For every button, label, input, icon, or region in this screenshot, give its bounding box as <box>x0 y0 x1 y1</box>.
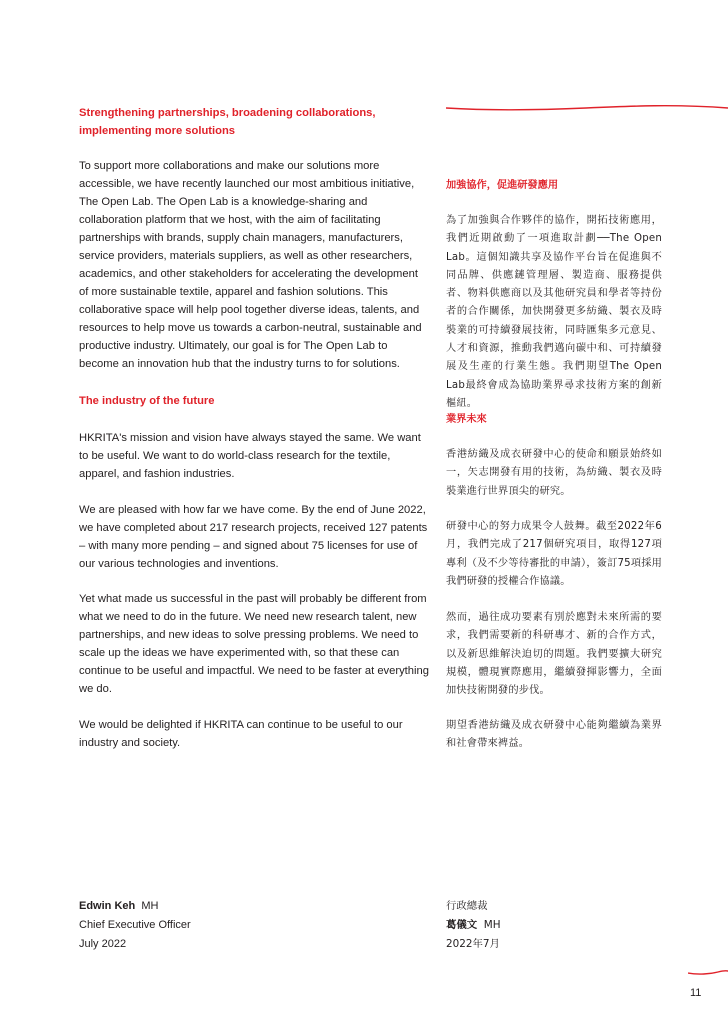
zh-open-lab-block <box>446 212 662 413</box>
en-heading-partnerships: Strengthening partnerships, broadening collaborations, implementing more solutions <box>79 107 376 137</box>
en-closing-block <box>79 716 429 752</box>
signature-date-en: July 2022 <box>79 938 127 950</box>
decorative-red-wave-bottom <box>688 963 728 979</box>
zh-future-needs-block <box>446 609 662 700</box>
en-paragraph-closing: We would be delighted if HKRITA can continue to be useful to our industry and society. <box>79 719 403 749</box>
en-paragraph-achievements: We are pleased with how far we have come. By the end of June 2022, we have completed about 217 research projects, received 127 patents – with many more pending – and signed about 75 licenses for use of our various technologies and inventions. <box>79 504 428 570</box>
zh-paragraph-achievements: 研發中心的努力成果令人鼓舞。截至2022年6月，我們完成了217個研究項目，取得127項專利（及不少等待審批的申請），簽訂75項採用我們研發的授權合作協議。 <box>446 521 663 587</box>
signatory-name-zh: 葛儀文 <box>446 919 478 931</box>
en-paragraph-open-lab: To support more collaborations and make our solutions more accessible, we have recently launched our most ambitious initiative, The Open Lab. The Open Lab is a knowledge-sharing and collaboration platform that we host, with the aim of facilitating partnerships with brands, supply chain managers, manufacturers, service providers, materials suppliers, as well as other researchers, academics, and other stakeholders for accelerating the development of more sustainable textile, apparel and fashion solutions. This collaborative space will help pool together diverse ideas, talents, and resources to help move us towards a carbon-neutral, sustainable and productive industry. Ultimately, our goal is for The Open Lab to become an innovation hub that the industry turns to for solutions. <box>79 160 422 370</box>
zh-heading-future-block <box>446 411 662 429</box>
zh-paragraph-future-needs: 然而，過往成功要素有別於應對未來所需的要求，我們需要新的科研專才、新的合作方式，以及新思維解決迫切的問題。我們要擴大研究規模，體現實際應用，繼續發揮影響力，全面加快技術開發的步伐。 <box>446 612 662 697</box>
en-future-needs-block <box>79 590 429 698</box>
zh-heading-partnerships: 加強協作，促進研發應用 <box>446 180 559 191</box>
zh-achievements-block <box>446 518 662 591</box>
en-paragraph-mission: HKRITA's mission and vision have always stayed the same. We want to be useful. We want to do world-class research for the textile, apparel, and fashion industries. <box>79 432 421 480</box>
honour-en: MH <box>141 900 159 912</box>
decorative-red-wave-top <box>446 96 728 120</box>
signatory-title-en: Chief Executive Officer <box>79 919 191 931</box>
en-open-lab-block <box>79 157 429 373</box>
signatory-name-en: Edwin Keh <box>79 900 136 912</box>
signature-english <box>79 897 191 954</box>
en-achievements-block <box>79 501 429 573</box>
zh-closing-block <box>446 717 662 754</box>
zh-heading-future: 業界未來 <box>446 414 487 425</box>
signature-zh-name-line <box>446 916 501 935</box>
zh-heading-partnerships-block <box>446 177 662 195</box>
en-mission-block <box>79 429 429 483</box>
signature-date-zh: 2022年7月 <box>446 938 500 950</box>
page-number: 11 <box>690 987 702 999</box>
zh-paragraph-open-lab: 為了加強與合作夥伴的協作，開拓技術應用，我們近期啟動了一項進取計劃──The Open Lab。這個知識共享及協作平台旨在促進與不同品牌、供應鏈管理層、製造商、服務提供者、物料供應商以及其他研究員和學者等持份者的合作關係，加快開發更多紡織、製衣及時裝業的可持續發展技術，同時匯集多元意見、人才和資源，推動我們邁向碳中和、可持續發展及生產的行業生態。我們期望The Open Lab最終會成為協助業界尋求技術方案的創新樞紐。 <box>446 215 662 409</box>
en-heading-future: The industry of the future <box>79 395 215 407</box>
zh-mission-block <box>446 446 662 501</box>
en-heading-partnerships-block <box>79 104 429 140</box>
honour-zh: MH <box>483 919 501 931</box>
signature-en-name-line <box>79 897 191 916</box>
signatory-title-zh: 行政總裁 <box>446 900 488 912</box>
zh-paragraph-mission: 香港紡織及成衣研發中心的使命和願景始終如一，矢志開發有用的技術，為紡織、製衣及時裝業進行世界頂尖的研究。 <box>446 449 662 497</box>
signature-chinese <box>446 897 501 954</box>
en-paragraph-future-needs: Yet what made us successful in the past will probably be different from what we need to do in the future. We need new research talent, new partnerships, and new ideas to solve pressing problems. We need to scale up the ideas we have experimented with, so that these can continue to be useful and impactful. We need to be faster at everything we do. <box>79 593 429 695</box>
zh-paragraph-closing: 期望香港紡織及成衣研發中心能夠繼續為業界和社會帶來裨益。 <box>446 720 662 750</box>
en-heading-future-block <box>79 392 429 410</box>
